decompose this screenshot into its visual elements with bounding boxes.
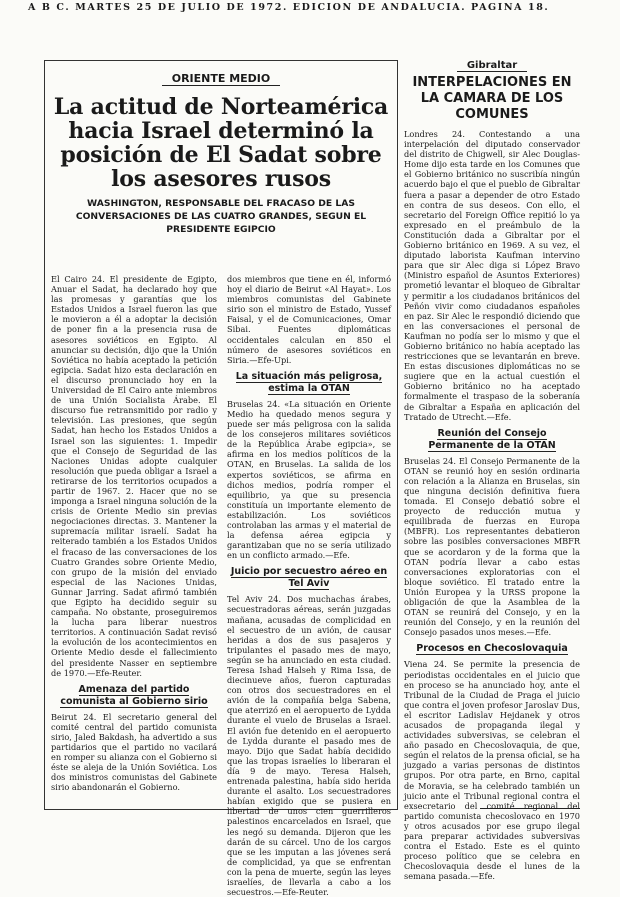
side-body-1: Londres 24. Contestando a una interpelación del diputado conservador del distrito de Chigwell, sir Alec Douglas-Home dijo esta tarde en los Comunes que el Gobierno británico no suscribía ningún acuerdo bajo el que el pueblo de Gibraltar fuera a pasar a depender de otro Estado en contra de sus deseos. Con ello, el secretario del Foreign Office repitió lo ya expresado en el preámbulo de la Constitución dada a Gibraltar por el Gobierno británico en 1969. A su vez, el diputado laborista Kaufman intervino para que sir Alec diga si López Bravo (Ministro español de Asuntos Exteriores) prometió levantar el bloqueo de Gibraltar y permitir a los ciudadanos británicos del Peñón vivir como ciudadanos españoles en paz. Sir Alec le respondió diciendo que en las conversaciones el personal de Kaufman no podía ser lo mismo y que el Gobierno británico no había aceptado las restricciones que se levantarán en breve. En estas discusiones diplomáticas no se sugiere que en la actual cuestión el Gobierno británico no ha aceptado formalmente el traspaso de la soberanía de Gibraltar a España en aplicación del Tratado de Utrecht.—Efe. bbox=[404, 129, 580, 422]
side-body-2: Bruselas 24. El Consejo Permanente de la OTAN se reunió hoy en sesión ordinaria con relación a la Alianza en Bruselas, sin que ninguna decisión definitiva fuera tomada. El Consejo debatió sobre el proyecto de reducción mutua y equilibrada de fuerzas en Europa (MBFR). Los representantes debatieron sobre las posibles conversaciones MBFR que se acordaron y de la forma que la OTAN podría llevar a cabo estas conversaciones exploratorias con el bloque soviético. El tratado entre la Unión Europea y la URSS propone la obligación de que la Asamblea de la OTAN se reunirá del Consejo, y en la reunión del Consejo, y en la reunión del Consejo pasados unos meses.—Efe. bbox=[404, 455, 580, 638]
article-subhead: WASHINGTON, RESPONSABLE DEL FRACASO DE LAS CONVERSACIONES DE LAS CUATRO GRANDES, SEGUN EL PRESIDENTE EGIPCIO bbox=[75, 198, 367, 235]
article-headline: La actitud de Norteamérica hacia Israel determinó la posición de El Sadat sobre los asesores rusos bbox=[53, 94, 389, 192]
column-2-body: dos miembros que tiene en él, informó hoy el diario de Beirut «Al Hayat». Los miembros comunistas del Gabinete sirio son el ministro de Estado, Yussef Faisal, y el de Comunicaciones, Omar Sibai. Fuentes diplomáticas occidentales calculan en 850 el número de asesores soviéticos en Siria.—Efe-Upi. bbox=[227, 274, 391, 365]
side-headline: INTERPELACIONES EN LA CAMARA DE LOS COMUNES bbox=[412, 75, 572, 122]
page-header: A B C. MARTES 25 DE JULIO DE 1972. EDICION DE ANDALUCIA. PAGINA 18. bbox=[28, 2, 550, 13]
section-label: ORIENTE MEDIO bbox=[45, 72, 397, 85]
column-2 bbox=[227, 274, 391, 897]
column-1-body: El Cairo 24. El presidente de Egipto, Anuar el Sadat, ha declarado hoy que las promesas y garantías que los Estados Unidos a Israel fueron las que le movieron a él a adoptar la decisión de poner fin a la presencia rusa de asesores soviéticos en Egipto. Al anunciar su decisión, dijo que la Unión Soviética no había aceptado la petición egipcia. Sadat hizo esta declaración en el discurso pronunciado hoy en la Universidad de El Cairo ante miembros de una Unión Socialista Árabe. El discurso fue retransmitido por radio y televisión. Las presiones, que según Sadat, han hecho los Estados Unidos a Israel son las siguientes: 1. Impedir que el Consejo de Seguridad de las Naciones Unidas adopte cualquier resolución que pueda obligar a Israel a retirarse de los territorios ocupados a partir de 1967. 2. Hacer que no se imponga a Israel ninguna solución de la crisis de Oriente Medio sin previas negociaciones directas. 3. Mantener la supremacía militar israelí. Sadat ha reiterado también a los Estados Unidos el fracaso de las conversaciones de los Cuatro Grandes sobre Oriente Medio, con grupo de la misión del enviado especial de las Naciones Unidas, Gunnar Jarring. Sadat afirmó también que Egipto ha decidido seguir su campaña. No obstante, proseguiremos la lucha para liberar nuestros territorios. A continuación Sadat revisó la evolución de los acontecimientos en Oriente Medio desde el fallecimiento del presidente Nasser en septiembre de 1970.—Efe-Reuter. bbox=[51, 274, 217, 678]
main-article bbox=[44, 60, 398, 897]
side-article bbox=[404, 58, 580, 882]
column-2-body-3: Tel Aviv 24. Dos muchachas árabes, secuestradoras aéreas, serán juzgadas mañana, acusadas de complicidad en el secuestro de un avión, de causar heridas a dos de sus pasajeros y tripulantes el pasado mes de mayo, según se ha anunciado en esta ciudad. Teresa Ishad Halseh y Rima Issa, de diecinueve años, fueron capturadas con otros dos secuestradores en el avión de la compañía belga Sabena, que aterrizó en el aeropuerto de Lydda durante el vuelo de Bruselas a Israel. El avión fue detenido en el aeropuerto de Lydda durante el pasado mes de mayo. Dijo que Sadat había decidido que las tropas israelíes lo liberaran el día 9 de mayo. Teresa Halseh, entrenada palestina, había sido herida durante el asalto. Los secuestradores habían exigido que se pusiera en libertad de unos cien guerrilleros palestinos encarcelados en Israel, que les negó su demanda. Dijeron que les darán de su cárcel. Uno de los cargos que se les imputan a las jóvenes será de complicidad, ya que se enfrentan con la pena de muerte, según las leyes israelíes, de llevarla a cabo a los secuestros.—Efe-Reuter. bbox=[227, 594, 391, 897]
column-2-body-2: Bruselas 24. «La situación en Oriente Medio ha quedado menos segura y puede ser más peligrosa con la salida de los consejeros militares soviéticos de la República Árabe egipcia», se afirma en los medios políticos de la OTAN, en Bruselas. La salida de los expertos soviéticos, se afirma en dichos medios, podría romper el equilibrio, ya que su presencia constituía un importante elemento de estabilización. Los soviéticos controlaban las armas y el material de la defensa aérea egipcia y garantizaban que no se sería utilizado en un conflicto armado.—Efe. bbox=[227, 398, 391, 561]
side-subtitle-procesos: Procesos en Checoslovaquia bbox=[416, 643, 568, 655]
side-subtitle-otan: Reunión del Consejo Permanente de la OTAN bbox=[428, 427, 556, 451]
column-1 bbox=[51, 274, 217, 793]
subtitle-otan: La situación más peligrosa, estima la OTAN bbox=[235, 370, 383, 394]
footer-rule bbox=[480, 808, 580, 809]
side-body-3: Viena 24. Se permite la presencia de periodistas occidentales en el juicio que en proceso se ha anunciado hoy, ante el Tribunal de la Ciudad de Praga el juicio que contra el joven profesor Jaroslav Dus, el escritor Ladislav Hejdanek y otros acusados de propaganda ilegal y actividades subversivas, se celebran el año pasado en Checoslovaquia, de que, según el relatos de la prensa oficial, se ha juzgado a varias personas de distintos grupos. Por otra parte, en Brno, capital de Moravia, se ha celebrado también un juicio ante el Tribunal regional contra el exsecretario del comité regional del partido comunista checoslovaco en 1970 y otros acusados por ese grupo ilegal para preparar actividades subversivas contra el Estado. Este es el quinto proceso político que se celebra en Checoslovaquia desde el lunes de la semana pasada.—Efe. bbox=[404, 659, 580, 882]
subtitle-amenaza: Amenaza del partido comunista al Gobierno sirio bbox=[60, 683, 208, 707]
subtitle-juicio: Juicio por secuestro aéreo en Tel Aviv bbox=[230, 566, 388, 590]
column-1-end: Beirut 24. El secretario general del comité central del partido comunista sirio, Jaled Bakdash, ha advertido a sus partidarios que el partido no vacilará en romper su alianza con el Gobierno si éste se aleja de la Unión Soviética. Los dos ministros comunistas del Gabinete sirio abandonarán el Gobierno. bbox=[51, 711, 217, 793]
side-section-label: Gibraltar bbox=[404, 60, 580, 71]
